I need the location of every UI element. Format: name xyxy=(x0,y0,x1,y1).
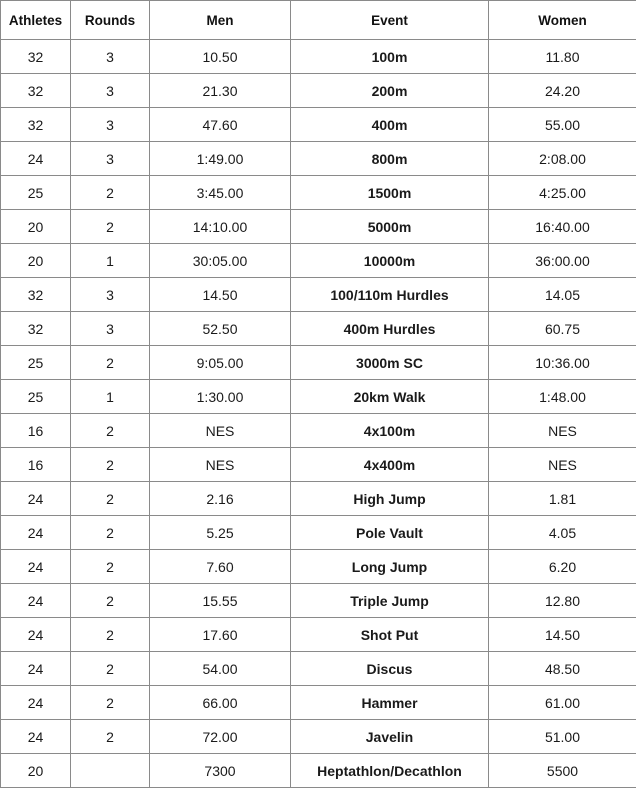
women-standard-cell: 4.05 xyxy=(489,516,636,550)
men-standard-cell: 3:45.00 xyxy=(150,176,291,210)
table-row xyxy=(1,550,636,584)
men-standard-cell: 21.30 xyxy=(150,74,291,108)
table-row xyxy=(1,686,636,720)
athletes-cell: 24 xyxy=(1,584,71,618)
table-row xyxy=(1,244,636,278)
women-standard-cell: 1:48.00 xyxy=(489,380,636,414)
event-cell: Long Jump xyxy=(291,550,489,584)
rounds-cell: 3 xyxy=(71,278,150,312)
table-row xyxy=(1,720,636,754)
table-row xyxy=(1,278,636,312)
rounds-cell xyxy=(71,754,150,788)
rounds-cell: 1 xyxy=(71,244,150,278)
athletes-cell: 24 xyxy=(1,652,71,686)
table-row xyxy=(1,176,636,210)
table-row xyxy=(1,346,636,380)
men-standard-cell: 2.16 xyxy=(150,482,291,516)
men-standard-cell: 7300 xyxy=(150,754,291,788)
rounds-cell: 2 xyxy=(71,618,150,652)
women-standard-cell: NES xyxy=(489,448,636,482)
women-standard-cell: 14.50 xyxy=(489,618,636,652)
men-standard-cell: 30:05.00 xyxy=(150,244,291,278)
header-athletes: Athletes xyxy=(1,1,71,40)
event-cell: 200m xyxy=(291,74,489,108)
event-cell: 3000m SC xyxy=(291,346,489,380)
event-cell: Shot Put xyxy=(291,618,489,652)
men-standard-cell: 9:05.00 xyxy=(150,346,291,380)
header-rounds: Rounds xyxy=(71,1,150,40)
event-cell: 4x100m xyxy=(291,414,489,448)
athletes-cell: 24 xyxy=(1,618,71,652)
women-standard-cell: NES xyxy=(489,414,636,448)
rounds-cell: 2 xyxy=(71,584,150,618)
women-standard-cell: 51.00 xyxy=(489,720,636,754)
rounds-cell: 2 xyxy=(71,686,150,720)
athletes-cell: 20 xyxy=(1,210,71,244)
athletes-cell: 32 xyxy=(1,74,71,108)
table-row xyxy=(1,618,636,652)
athletes-cell: 16 xyxy=(1,448,71,482)
rounds-cell: 2 xyxy=(71,720,150,754)
rounds-cell: 3 xyxy=(71,142,150,176)
rounds-cell: 2 xyxy=(71,550,150,584)
event-cell: 400m xyxy=(291,108,489,142)
men-standard-cell: 10.50 xyxy=(150,40,291,74)
header-event: Event xyxy=(291,1,489,40)
event-cell: 4x400m xyxy=(291,448,489,482)
athletes-cell: 25 xyxy=(1,346,71,380)
table-row xyxy=(1,414,636,448)
women-standard-cell: 24.20 xyxy=(489,74,636,108)
women-standard-cell: 12.80 xyxy=(489,584,636,618)
athletes-cell: 16 xyxy=(1,414,71,448)
women-standard-cell: 16:40.00 xyxy=(489,210,636,244)
men-standard-cell: 1:49.00 xyxy=(150,142,291,176)
men-standard-cell: 15.55 xyxy=(150,584,291,618)
rounds-cell: 2 xyxy=(71,482,150,516)
event-cell: Discus xyxy=(291,652,489,686)
table-row xyxy=(1,40,636,74)
event-cell: 20km Walk xyxy=(291,380,489,414)
rounds-cell: 3 xyxy=(71,40,150,74)
event-cell: High Jump xyxy=(291,482,489,516)
women-standard-cell: 60.75 xyxy=(489,312,636,346)
rounds-cell: 2 xyxy=(71,516,150,550)
men-standard-cell: 14:10.00 xyxy=(150,210,291,244)
women-standard-cell: 2:08.00 xyxy=(489,142,636,176)
event-cell: 800m xyxy=(291,142,489,176)
athletes-cell: 24 xyxy=(1,516,71,550)
men-standard-cell: 7.60 xyxy=(150,550,291,584)
table-body xyxy=(1,40,636,788)
men-standard-cell: NES xyxy=(150,448,291,482)
event-cell: 400m Hurdles xyxy=(291,312,489,346)
rounds-cell: 2 xyxy=(71,346,150,380)
athletes-cell: 25 xyxy=(1,176,71,210)
rounds-cell: 3 xyxy=(71,312,150,346)
rounds-cell: 2 xyxy=(71,176,150,210)
event-cell: Heptathlon/Decathlon xyxy=(291,754,489,788)
women-standard-cell: 55.00 xyxy=(489,108,636,142)
men-standard-cell: 52.50 xyxy=(150,312,291,346)
athletes-cell: 24 xyxy=(1,482,71,516)
athletes-cell: 25 xyxy=(1,380,71,414)
athletes-cell: 32 xyxy=(1,108,71,142)
athletes-cell: 24 xyxy=(1,720,71,754)
header-row xyxy=(1,1,636,40)
women-standard-cell: 36:00.00 xyxy=(489,244,636,278)
table-row xyxy=(1,584,636,618)
athletes-cell: 24 xyxy=(1,142,71,176)
men-standard-cell: 1:30.00 xyxy=(150,380,291,414)
men-standard-cell: 66.00 xyxy=(150,686,291,720)
event-cell: Triple Jump xyxy=(291,584,489,618)
women-standard-cell: 48.50 xyxy=(489,652,636,686)
table-header xyxy=(1,1,636,40)
table-row xyxy=(1,210,636,244)
header-men: Men xyxy=(150,1,291,40)
rounds-cell: 1 xyxy=(71,380,150,414)
table-row xyxy=(1,380,636,414)
athletes-cell: 20 xyxy=(1,754,71,788)
event-cell: 100m xyxy=(291,40,489,74)
athletes-cell: 32 xyxy=(1,312,71,346)
rounds-cell: 2 xyxy=(71,210,150,244)
women-standard-cell: 61.00 xyxy=(489,686,636,720)
men-standard-cell: 5.25 xyxy=(150,516,291,550)
men-standard-cell: NES xyxy=(150,414,291,448)
men-standard-cell: 54.00 xyxy=(150,652,291,686)
header-women: Women xyxy=(489,1,636,40)
rounds-cell: 3 xyxy=(71,74,150,108)
women-standard-cell: 4:25.00 xyxy=(489,176,636,210)
women-standard-cell: 14.05 xyxy=(489,278,636,312)
table-row xyxy=(1,108,636,142)
women-standard-cell: 10:36.00 xyxy=(489,346,636,380)
athletes-cell: 32 xyxy=(1,40,71,74)
rounds-cell: 3 xyxy=(71,108,150,142)
rounds-cell: 2 xyxy=(71,448,150,482)
rounds-cell: 2 xyxy=(71,652,150,686)
rounds-cell: 2 xyxy=(71,414,150,448)
men-standard-cell: 47.60 xyxy=(150,108,291,142)
table-row xyxy=(1,142,636,176)
women-standard-cell: 11.80 xyxy=(489,40,636,74)
event-cell: 100/110m Hurdles xyxy=(291,278,489,312)
event-cell: 5000m xyxy=(291,210,489,244)
women-standard-cell: 5500 xyxy=(489,754,636,788)
table-row xyxy=(1,312,636,346)
men-standard-cell: 17.60 xyxy=(150,618,291,652)
table-row xyxy=(1,482,636,516)
table-row xyxy=(1,516,636,550)
event-cell: Hammer xyxy=(291,686,489,720)
event-cell: 1500m xyxy=(291,176,489,210)
event-cell: Pole Vault xyxy=(291,516,489,550)
men-standard-cell: 14.50 xyxy=(150,278,291,312)
athletes-cell: 20 xyxy=(1,244,71,278)
table-row xyxy=(1,652,636,686)
athletes-cell: 24 xyxy=(1,686,71,720)
table-row xyxy=(1,754,636,788)
men-standard-cell: 72.00 xyxy=(150,720,291,754)
athletes-cell: 32 xyxy=(1,278,71,312)
event-cell: Javelin xyxy=(291,720,489,754)
table-row xyxy=(1,448,636,482)
athletes-cell: 24 xyxy=(1,550,71,584)
table-row xyxy=(1,74,636,108)
women-standard-cell: 1.81 xyxy=(489,482,636,516)
event-cell: 10000m xyxy=(291,244,489,278)
women-standard-cell: 6.20 xyxy=(489,550,636,584)
